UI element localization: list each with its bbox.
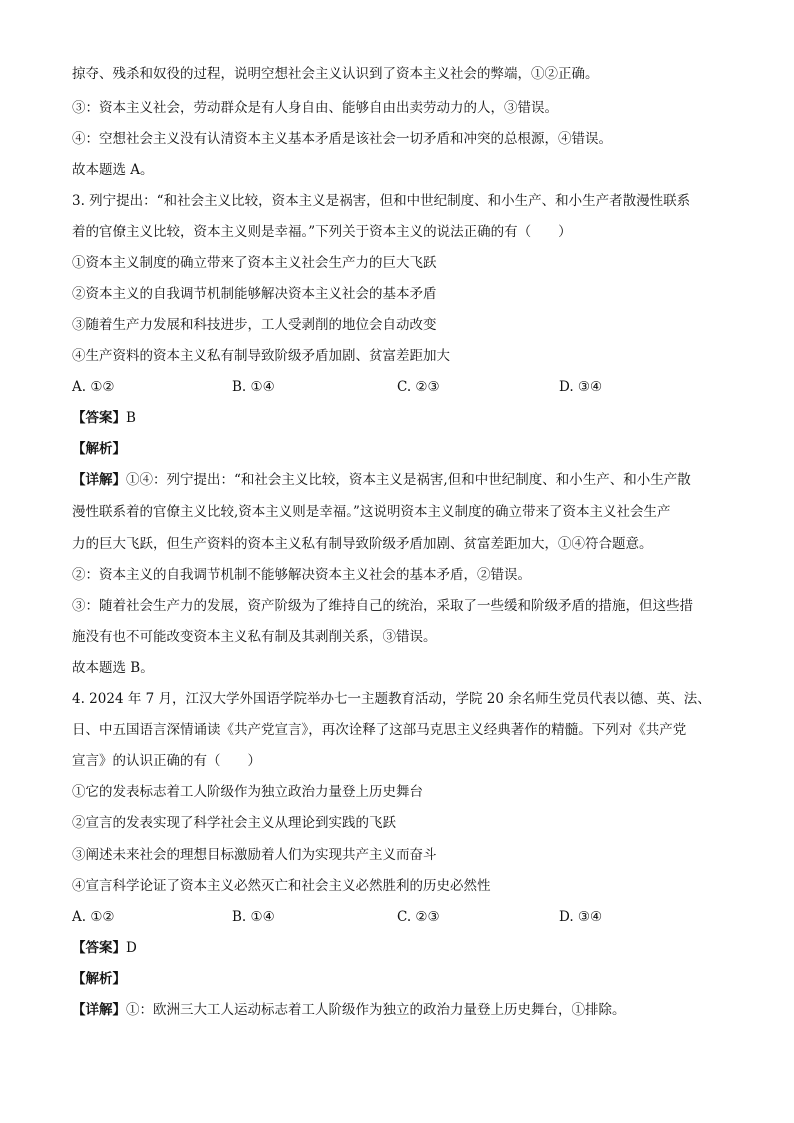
analysis-tag: 【解析】 [72,971,126,987]
text-line: 故本题选 A。 [72,162,154,178]
text-line: 施没有也不可能改变资本主义私有制及其剥削关系，③错误。 [72,629,437,645]
question-3-stem: 着的官僚主义比较，资本主义则是幸福。”下列关于资本主义的说法正确的有（ ） [72,224,572,240]
question-4-answer [72,938,734,958]
analysis-tag: 【解析】 [72,441,126,457]
text-line: 故本题选 B。 [72,660,154,676]
question-3-statement: ③随着生产力发展和科技进步，工人受剥削的地位会自动改变 [72,317,437,333]
text-line: ③：资本主义社会，劳动群众是有人身自由、能够自由出卖劳动力的人，③错误。 [72,100,558,116]
question-4-analysis-heading [72,969,734,989]
question-4-statement: ④宣言科学论证了资本主义必然灭亡和社会主义必然胜利的历史必然性 [72,878,491,894]
question-4-stem: 宣言》的认识正确的有（ ） [72,753,261,769]
text-line: ④：空想社会主义没有认清资本主义基本矛盾是该社会一切矛盾和冲突的总根源，④错误。 [72,131,612,147]
answer-tag: 【答案】 [72,940,126,956]
option-d: D. ③④ [559,909,603,925]
option-c: C. ②③ [397,379,440,395]
question-4-stem: 4. 2024 年 7 月，江汉大学外国语学院举办七一主题教育活动，学院 20 余名师生党员代表以德、英、法、 [72,691,711,707]
answer-value: D [126,940,137,956]
text-line: ③：随着社会生产力的发展，资产阶级为了维持自己的统治，采取了一些缓和阶级矛盾的措施，但这些措 [72,598,693,614]
question-3-answer [72,408,734,428]
question-4-statement: ②宣言的发表实现了科学社会主义从理论到实践的飞跃 [72,815,396,831]
answer-tag: 【答案】 [72,410,126,426]
text-line: 漫性联系着的官僚主义比较,资本主义则是幸福。”这说明资本主义制度的确立带来了资本主义社会生产 [72,504,671,520]
detail-text: ①④：列宁提出：“和社会主义比较，资本主义是祸害,但和中世纪制度、和小生产、和小生产散 [126,472,691,488]
answer-value: B [126,410,136,426]
text-line: 力的巨大飞跃，但生产资料的资本主义私有制导致阶级矛盾加剧、贫富差距加大，①④符合题意。 [72,536,653,552]
detail-tag: 【详解】 [72,1002,126,1018]
question-3-statement: ②资本主义的自我调节机制能够解决资本主义社会的基本矛盾 [72,286,437,302]
text-line: ②：资本主义的自我调节机制不能够解决资本主义社会的基本矛盾，②错误。 [72,567,531,583]
question-3-detail [72,470,734,490]
question-3-statement: ④生产资料的资本主义私有制导致阶级矛盾加剧、贫富差距加大 [72,348,450,364]
option-b: B. ①④ [232,909,275,925]
question-4-statement: ①它的发表标志着工人阶级作为独立政治力量登上历史舞台 [72,784,423,800]
option-d: D. ③④ [559,379,603,395]
question-4-stem: 日、中五国语言深情诵读《共产党宣言》，再次诠释了这部马克思主义经典著作的精髓。下列对《共产党 [72,722,687,738]
detail-text: ①：欧洲三大工人运动标志着工人阶级作为独立的政治力量登上历史舞台，①排除。 [126,1002,626,1018]
question-3-stem: 3. 列宁提出：“和社会主义比较，资本主义是祸害，但和中世纪制度、和小生产、和小生产者散漫性联系 [72,193,691,209]
question-4-statement: ③阐述未来社会的理想目标激励着人们为实现共产主义而奋斗 [72,847,437,863]
question-4-detail [72,1000,734,1020]
option-a: A. ①② [72,379,115,395]
detail-tag: 【详解】 [72,472,126,488]
option-b: B. ①④ [232,379,275,395]
question-3-analysis-heading [72,439,734,459]
option-c: C. ②③ [397,909,440,925]
option-a: A. ①② [72,909,115,925]
text-line: 掠夺、残杀和奴役的过程，说明空想社会主义认识到了资本主义社会的弊端，①②正确。 [72,66,599,82]
question-3-statement: ①资本主义制度的确立带来了资本主义社会生产力的巨大飞跃 [72,255,437,271]
